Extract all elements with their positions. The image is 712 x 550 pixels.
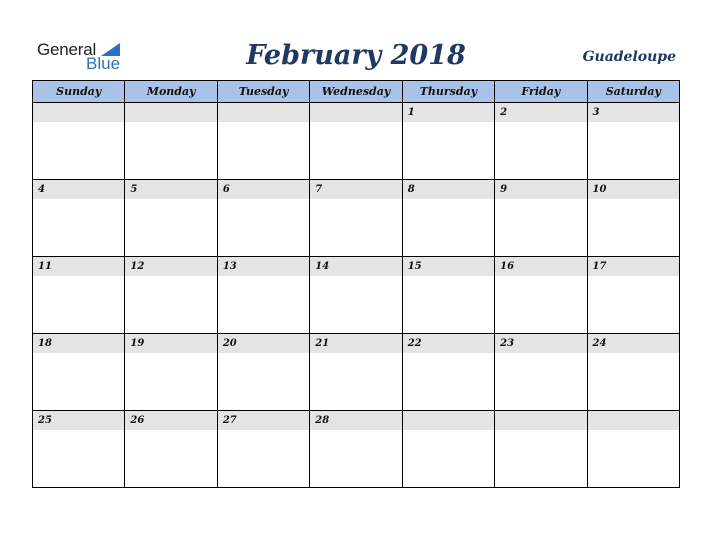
day-number: 8 (403, 180, 494, 199)
calendar-grid (32, 80, 680, 488)
weekday-header-tuesday: Tuesday (217, 81, 309, 103)
logo-text-general: General (37, 40, 97, 59)
weekday-header-monday: Monday (125, 81, 217, 103)
page-title: February 2018 (246, 40, 466, 71)
day-cell[interactable] (402, 257, 494, 334)
day-number: 12 (125, 257, 216, 276)
day-number: 3 (588, 103, 679, 122)
day-number: 17 (588, 257, 679, 276)
day-cell[interactable] (217, 257, 309, 334)
weekday-header-thursday: Thursday (402, 81, 494, 103)
day-number: 14 (310, 257, 401, 276)
day-number: 10 (588, 180, 679, 199)
day-cell[interactable] (125, 180, 217, 257)
day-number: 24 (588, 334, 679, 353)
day-number: 20 (218, 334, 309, 353)
day-cell[interactable] (33, 103, 125, 180)
day-cell[interactable] (217, 103, 309, 180)
week-row (33, 103, 680, 180)
day-number: 7 (310, 180, 401, 199)
day-cell[interactable] (402, 411, 494, 488)
weekday-header-saturday: Saturday (587, 81, 679, 103)
day-number: 18 (33, 334, 124, 353)
day-cell[interactable] (495, 411, 587, 488)
day-cell[interactable] (310, 103, 402, 180)
day-cell[interactable] (33, 180, 125, 257)
day-number: 26 (125, 411, 216, 430)
day-cell[interactable] (217, 334, 309, 411)
day-cell[interactable] (587, 180, 679, 257)
day-cell[interactable] (587, 103, 679, 180)
day-cell[interactable] (310, 180, 402, 257)
day-cell[interactable] (310, 257, 402, 334)
day-number: 13 (218, 257, 309, 276)
day-cell[interactable] (217, 411, 309, 488)
day-cell[interactable] (495, 257, 587, 334)
day-cell[interactable] (587, 411, 679, 488)
week-row (33, 334, 680, 411)
day-cell[interactable] (402, 180, 494, 257)
day-cell[interactable] (495, 103, 587, 180)
day-cell[interactable] (33, 411, 125, 488)
day-number: 16 (495, 257, 586, 276)
day-number (33, 103, 124, 122)
day-number (218, 103, 309, 122)
day-cell[interactable] (310, 411, 402, 488)
day-number: 4 (33, 180, 124, 199)
week-row (33, 257, 680, 334)
day-number: 2 (495, 103, 586, 122)
day-number (588, 411, 679, 430)
day-number: 9 (495, 180, 586, 199)
week-row (33, 411, 680, 488)
day-number: 22 (403, 334, 494, 353)
weekday-header-sunday: Sunday (33, 81, 125, 103)
day-cell[interactable] (217, 180, 309, 257)
day-cell[interactable] (495, 334, 587, 411)
logo-text-blue: Blue (86, 54, 121, 73)
region-label: Guadeloupe (582, 49, 676, 65)
day-cell[interactable] (125, 103, 217, 180)
day-cell[interactable] (33, 257, 125, 334)
day-number (495, 411, 586, 430)
day-number: 11 (33, 257, 124, 276)
weekday-header-row (33, 81, 680, 103)
day-cell[interactable] (587, 334, 679, 411)
day-number: 23 (495, 334, 586, 353)
day-number (125, 103, 216, 122)
day-cell[interactable] (495, 180, 587, 257)
weekday-header-wednesday: Wednesday (310, 81, 402, 103)
weekday-header-friday: Friday (495, 81, 587, 103)
day-number (403, 411, 494, 430)
day-number: 19 (125, 334, 216, 353)
day-cell[interactable] (125, 257, 217, 334)
day-number: 25 (33, 411, 124, 430)
day-number: 21 (310, 334, 401, 353)
week-row (33, 180, 680, 257)
day-cell[interactable] (310, 334, 402, 411)
day-cell[interactable] (587, 257, 679, 334)
day-number: 5 (125, 180, 216, 199)
day-number: 15 (403, 257, 494, 276)
day-number (310, 103, 401, 122)
day-number: 6 (218, 180, 309, 199)
day-cell[interactable] (33, 334, 125, 411)
day-number: 1 (403, 103, 494, 122)
day-number: 27 (218, 411, 309, 430)
day-cell[interactable] (125, 411, 217, 488)
day-cell[interactable] (402, 334, 494, 411)
day-cell[interactable] (125, 334, 217, 411)
day-cell[interactable] (402, 103, 494, 180)
day-number: 28 (310, 411, 401, 430)
